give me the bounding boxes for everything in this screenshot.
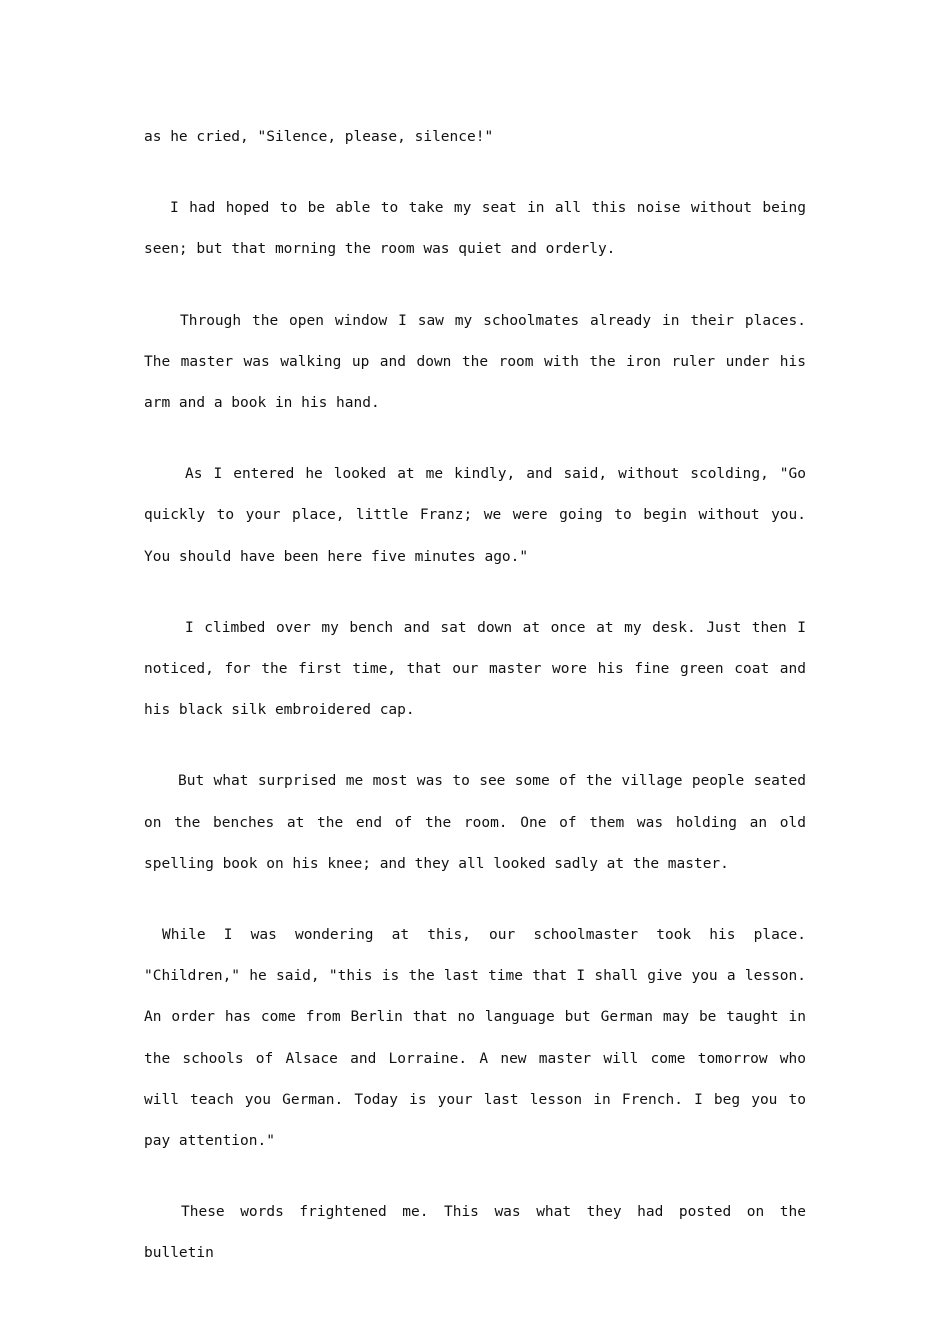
paragraph: I climbed over my bench and sat down at once at my desk. Just then I noticed, for the first time, that our master wore his fine green coat and his black silk embroidered cap. [144, 619, 806, 719]
paragraph: As I entered he looked at me kindly, and said, without scolding, "Go quickly to your place, little Franz; we were going to begin without you. You should have been here five minutes ago." [144, 466, 806, 565]
paragraph: These words frightened me. This was what they had posted on the bulletin [144, 1204, 806, 1262]
paragraph: I had hoped to be able to take my seat in all this noise without being seen; but that morning the room was quiet and orderly. [144, 200, 806, 258]
paragraph: But what surprised me most was to see some of the village people seated on the benches at the end of the room. One of them was holding an old spelling book on his knee; and they all looked sadly at the master. [144, 773, 806, 872]
paragraph: as he cried, "Silence, please, silence!" [144, 129, 494, 145]
document-body [144, 117, 806, 1305]
paragraph: While I was wondering at this, our schoolmaster took his place. "Children," he said, "this is the last time that I shall give you a lesson. An order has come from Berlin that no language but German may be taught in the schools of Alsace and Lorraine. A new master will come tomorrow who will teach you German. Today is your last lesson in French. I beg you to pay attention." [144, 927, 806, 1150]
paragraph: Through the open window I saw my schoolmates already in their places. The master was walking up and down the room with the iron ruler under his arm and a book in his hand. [144, 312, 806, 412]
